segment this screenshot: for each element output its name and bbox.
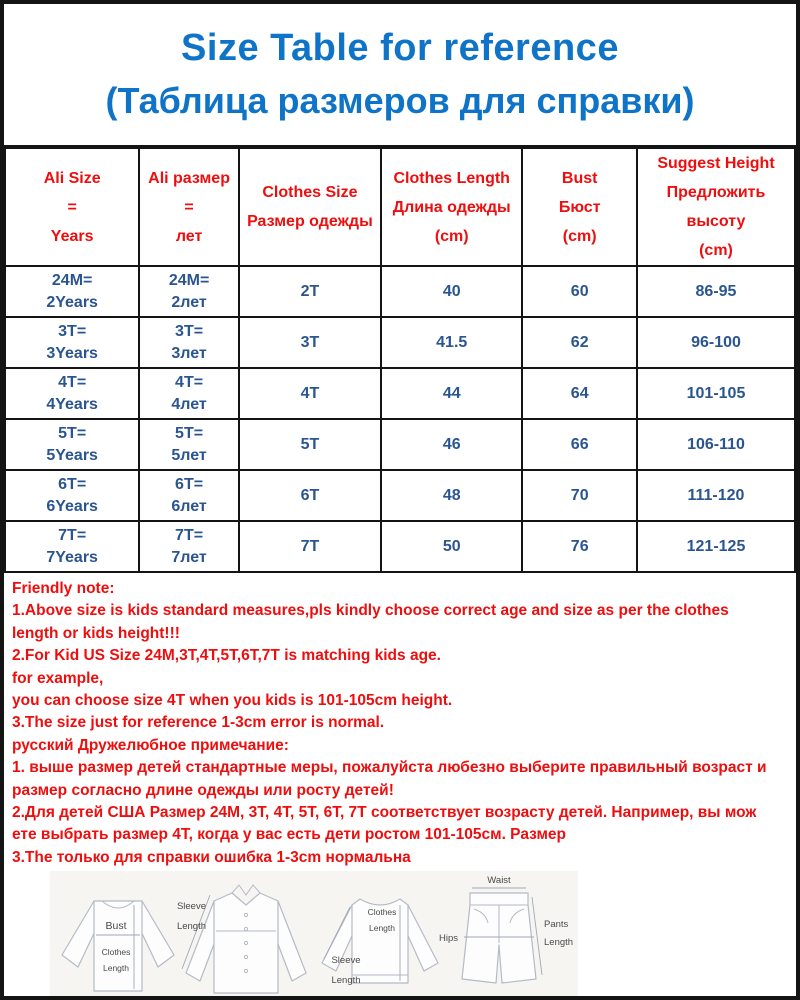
header-line: Bust (561, 169, 598, 187)
cell-line: 4Years (46, 395, 98, 413)
note-line: Friendly note: (12, 580, 115, 597)
col-header-bust (522, 148, 637, 266)
cell-line: 5T= (58, 424, 87, 442)
raglan-shirt-diagram (322, 899, 438, 986)
cell-ali-razmer (139, 521, 239, 572)
header-line: Clothes Size (262, 184, 358, 201)
pants-waist-label: Waist (487, 875, 511, 886)
note-line: русский Дружелюбное примечание: (12, 736, 289, 754)
cell-clothes-size: 4T (239, 368, 381, 419)
cell-line: 24M= (168, 271, 210, 289)
cell-clothes-length: 46 (381, 419, 522, 470)
cell-line: 5T= (175, 424, 204, 442)
cell-ali-size (5, 317, 139, 368)
cell-clothes-size: 6T (239, 470, 381, 521)
cell-line: 4лет (171, 395, 207, 413)
cell-bust: 62 (522, 317, 637, 368)
header-line: (cm) (434, 227, 469, 245)
cell-clothes-size: 2T (239, 266, 381, 317)
cell-line: 6T= (175, 475, 204, 493)
cell-ali-razmer (139, 470, 239, 521)
cell-ali-size (5, 470, 139, 521)
friendly-note (4, 573, 796, 869)
header-line: (cm) (699, 242, 733, 259)
cell-line: 5лет (171, 446, 207, 464)
cell-ali-size (5, 266, 139, 317)
raglan-clothes-length-label-2: Length (369, 923, 395, 933)
note-line: 1. выше размер детей стандартные меры, пожалуйста любезно выберите правильный возраст и (12, 759, 767, 777)
cell-suggest-height: 101-105 (637, 368, 795, 419)
note-line: 3.The size just for reference 1-3cm error is normal. (12, 714, 385, 732)
cell-line: 3T= (175, 322, 204, 340)
cell-ali-size (5, 419, 139, 470)
page-title-russian: (Таблица размеров для справки) (105, 80, 695, 121)
header-row (5, 148, 795, 266)
note-line: 1.Above size is kids standard measures,pls kindly choose correct age and size as per the clothes (12, 602, 729, 620)
title-block (4, 4, 796, 147)
cell-bust: 64 (522, 368, 637, 419)
cell-suggest-height: 86-95 (637, 266, 795, 317)
cell-clothes-size: 5T (239, 419, 381, 470)
tee-bust-label: Bust (105, 920, 127, 932)
header-line: Бюст (558, 198, 601, 216)
cell-line: 3T= (58, 322, 87, 340)
header-line: = (67, 198, 77, 216)
cell-bust: 70 (522, 470, 637, 521)
cell-line: 3лет (171, 344, 207, 362)
raglan-sleeve-length-label-1: Sleeve (331, 955, 361, 966)
cell-bust: 66 (522, 419, 637, 470)
note-line: 2.Для детей США Размер 24M, 3T, 4T, 5T, 6T, 7T соответствует возрасту детей. Например, вы мож (12, 804, 757, 822)
cell-line: 7T= (58, 526, 87, 544)
cell-clothes-length: 48 (381, 470, 522, 521)
header-line: Years (50, 227, 94, 245)
cell-ali-razmer (139, 419, 239, 470)
tee-diagram (62, 901, 174, 991)
header-line: лет (175, 227, 203, 245)
cell-clothes-length: 50 (381, 521, 522, 572)
cell-line: 24M= (51, 271, 93, 289)
col-header-clothes-size (239, 148, 381, 266)
header-line: Ali размер (148, 169, 230, 187)
tee-clothes-length-label-1: Clothes (101, 947, 131, 957)
measurement-diagrams (50, 871, 578, 1000)
cell-clothes-length: 41.5 (381, 317, 522, 368)
cell-line: 6Years (46, 497, 98, 515)
cell-clothes-size: 3T (239, 317, 381, 368)
cell-suggest-height: 111-120 (637, 470, 795, 521)
note-line: 2.For Kid US Size 24M,3T,4T,5T,6T,7T is matching kids age. (12, 647, 441, 665)
cell-line: 3Years (46, 344, 98, 362)
cell-clothes-length: 40 (381, 266, 522, 317)
cell-line: 5Years (46, 446, 98, 464)
size-table (4, 147, 796, 573)
cell-suggest-height: 96-100 (637, 317, 795, 368)
table-row (5, 266, 795, 317)
cell-bust: 76 (522, 521, 637, 572)
note-line: length or kids height!!! (12, 624, 180, 642)
pants-diagram (439, 875, 573, 983)
tee-clothes-length-label-2: Length (103, 963, 129, 973)
note-line: ете выбрать размер 4T, когда у вас есть дети ростом 101-105см. Размер (12, 826, 566, 844)
pants-hips-label: Hips (438, 933, 458, 944)
shirt-sleeve-length-label-2: Length (176, 921, 206, 932)
header-line: Длина одежды (392, 198, 511, 216)
page-title: Size Table for reference (181, 27, 619, 69)
table-row (5, 368, 795, 419)
table-row (5, 470, 795, 521)
cell-line: 4T= (58, 373, 87, 391)
cell-line: 6T= (58, 475, 87, 493)
cell-clothes-length: 44 (381, 368, 522, 419)
cell-suggest-height: 121-125 (637, 521, 795, 572)
cell-ali-razmer (139, 317, 239, 368)
note-line: размер согласно длине одежды или росту детей! (12, 781, 394, 799)
cell-line: 7T= (175, 526, 204, 544)
raglan-sleeve-length-label-2: Length (331, 975, 361, 986)
col-header-ali-size (5, 148, 139, 266)
cell-line: 7Years (46, 548, 98, 566)
raglan-clothes-length-label-1: Clothes (367, 907, 397, 917)
shirt-diagram (177, 885, 306, 993)
cell-line: 2лет (171, 293, 207, 311)
cell-suggest-height: 106-110 (637, 419, 795, 470)
pants-length-label-2: Length (544, 937, 574, 948)
garment-diagrams-drawing (50, 871, 578, 1000)
cell-ali-razmer (139, 266, 239, 317)
header-line: Предложить высоту (666, 184, 766, 230)
header-line: = (184, 198, 194, 216)
header-line: (cm) (562, 227, 597, 245)
cell-line: 6лет (171, 497, 207, 515)
header-line: Clothes Length (393, 169, 510, 187)
header-line: Размер одежды (247, 213, 373, 230)
cell-ali-razmer (139, 368, 239, 419)
note-line: you can choose size 4T when you kids is 101-105cm height. (12, 692, 453, 710)
table-row (5, 419, 795, 470)
table-row (5, 317, 795, 368)
note-line: for example, (12, 669, 104, 687)
cell-ali-size (5, 368, 139, 419)
header-line: Ali Size (43, 169, 101, 187)
note-line: 3.The только для справки ошибка 1-3cm нормальна (12, 848, 411, 866)
table-row (5, 521, 795, 572)
pants-length-label-1: Pants (544, 919, 569, 930)
cell-line: 4T= (175, 373, 204, 391)
cell-bust: 60 (522, 266, 637, 317)
cell-line: 7лет (171, 548, 207, 566)
col-header-clothes-length (381, 148, 522, 266)
cell-clothes-size: 7T (239, 521, 381, 572)
cell-line: 2Years (46, 293, 98, 311)
shirt-sleeve-length-label-1: Sleeve (176, 901, 206, 912)
header-line: Suggest Height (657, 155, 775, 172)
col-header-suggest-height (637, 148, 795, 266)
cell-ali-size (5, 521, 139, 572)
col-header-ali-razmer (139, 148, 239, 266)
